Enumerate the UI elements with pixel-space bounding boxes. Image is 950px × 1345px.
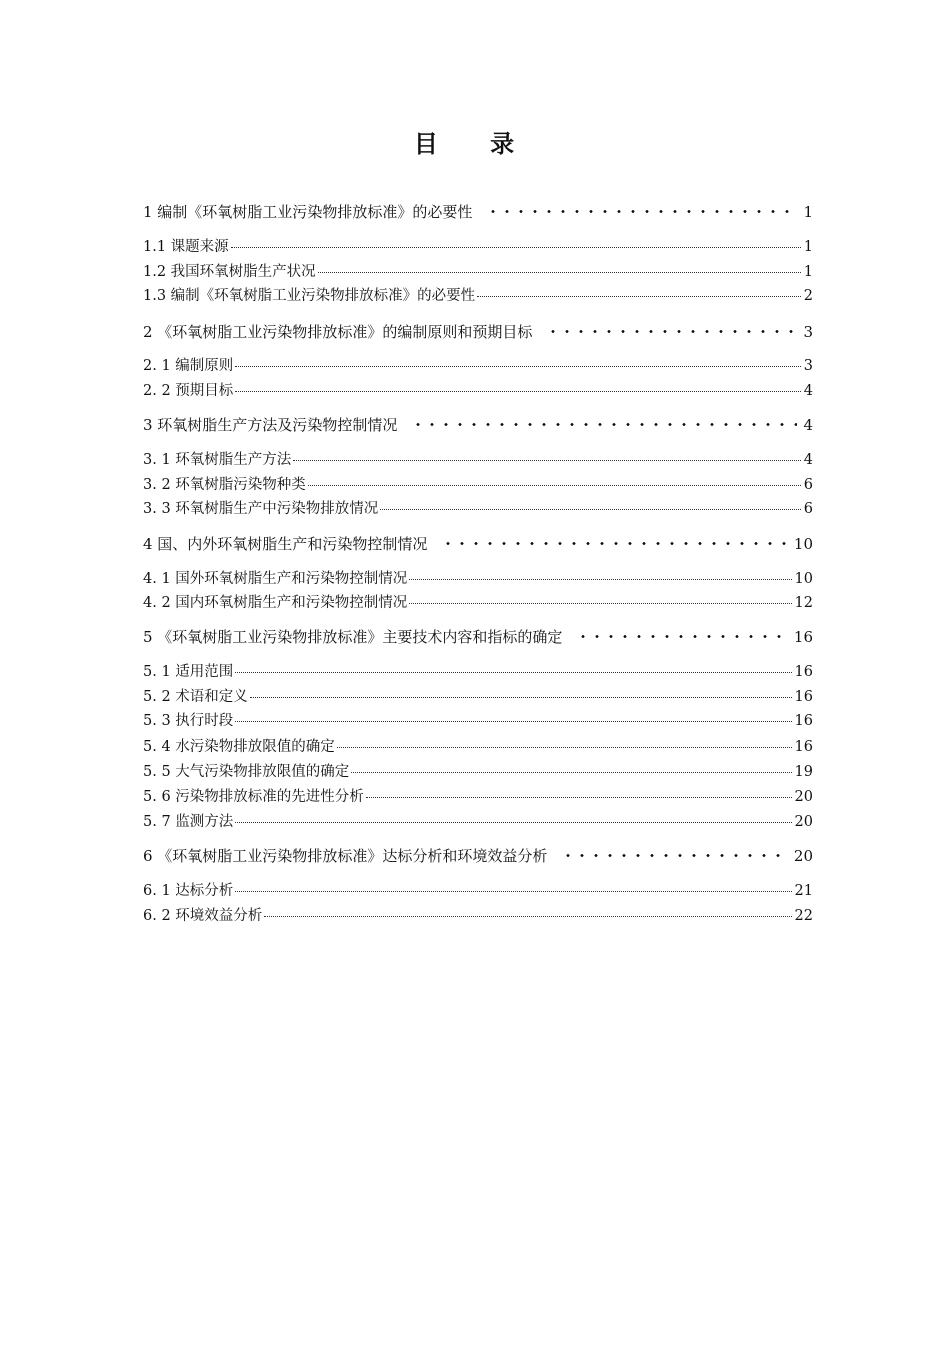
toc-dot-leader [293, 459, 800, 461]
toc-page-number: 21 [794, 883, 813, 899]
toc-page-number: 2 [803, 288, 813, 304]
toc-page-number: 4 [803, 383, 813, 399]
toc-chapter-entry[interactable] [143, 846, 813, 866]
toc-page-number: 3 [803, 358, 813, 374]
toc-section-entry[interactable] [143, 356, 813, 376]
toc-dot-leader [264, 915, 791, 917]
toc-section-entry[interactable] [143, 262, 813, 282]
toc-page-number: 3 [803, 323, 813, 341]
toc-section-entry[interactable] [143, 286, 813, 306]
toc-dot-leader [231, 246, 801, 248]
toc-section-entry[interactable] [143, 906, 813, 926]
toc-dot-leader [235, 821, 791, 823]
toc-entry-title: 1.2 我国环氧树脂生产状况 [143, 264, 316, 280]
toc-page-number: 6 [803, 477, 813, 493]
toc-entry-title: 5 《环氧树脂工业污染物排放标准》主要技术内容和指标的确定 [143, 628, 563, 646]
toc-page-number: 16 [794, 739, 813, 755]
toc-dot-leader [409, 602, 791, 604]
toc-entry-title: 1.1 课题来源 [143, 239, 229, 255]
toc-entry-title: 2. 1 编制原则 [143, 358, 234, 374]
toc-entry-title: 3 环氧树脂生产方法及污染物控制情况 [143, 416, 398, 434]
toc-page-number: 20 [794, 789, 813, 805]
toc-page-number: 1 [803, 203, 813, 221]
toc-page-number: 19 [794, 764, 813, 780]
toc-entry-title: 5. 1 适用范围 [143, 664, 234, 680]
toc-section-entry[interactable] [143, 499, 813, 519]
toc-dot-leader [441, 542, 788, 545]
toc-page-number: 6 [803, 501, 813, 517]
toc-page-number: 20 [793, 847, 813, 865]
toc-dot-leader [351, 771, 791, 773]
toc-entry-title: 5. 7 监测方法 [143, 814, 234, 830]
toc-dot-leader [546, 330, 797, 333]
toc-entry-title: 5. 5 大气污染物排放限值的确定 [143, 764, 350, 780]
toc-entry-title: 5. 2 术语和定义 [143, 689, 248, 705]
toc-entry-title: 6. 2 环境效益分析 [143, 908, 263, 924]
toc-page-number: 10 [793, 535, 813, 553]
toc-section-entry[interactable] [143, 381, 813, 401]
toc-entry-title: 5. 4 水污染物排放限值的确定 [143, 739, 335, 755]
toc-entry-title: 3. 1 环氧树脂生产方法 [143, 452, 292, 468]
toc-chapter-entry[interactable] [143, 534, 813, 554]
toc-dot-leader [235, 890, 791, 892]
toc-entry-title: 4. 1 国外环氧树脂生产和污染物控制情况 [143, 571, 408, 587]
toc-section-entry[interactable] [143, 662, 813, 682]
toc-entry-title: 3. 3 环氧树脂生产中污染物排放情况 [143, 501, 379, 517]
toc-section-entry[interactable] [143, 237, 813, 257]
toc-page-number: 4 [803, 452, 813, 468]
toc-chapter-entry[interactable] [143, 202, 813, 222]
toc-dot-leader [576, 635, 788, 638]
toc-chapter-entry[interactable] [143, 322, 813, 342]
toc-dot-leader [308, 484, 801, 486]
toc-page-number: 22 [794, 908, 813, 924]
toc-dot-leader [561, 854, 788, 857]
toc-entry-title: 2. 2 预期目标 [143, 383, 234, 399]
toc-dot-leader [380, 508, 800, 510]
toc-dot-leader [409, 578, 791, 580]
toc-dot-leader [318, 271, 801, 273]
toc-entry-title: 3. 2 环氧树脂污染物种类 [143, 477, 306, 493]
toc-section-entry[interactable] [143, 812, 813, 832]
toc-entry-title: 5. 6 污染物排放标准的先进性分析 [143, 789, 364, 805]
toc-chapter-entry[interactable] [143, 627, 813, 647]
toc-dot-leader [250, 696, 792, 698]
toc-section-entry[interactable] [143, 762, 813, 782]
toc-entry-title: 4 国、内外环氧树脂生产和污染物控制情况 [143, 535, 428, 553]
toc-dot-leader [337, 746, 792, 748]
toc-entry-title: 1 编制《环氧树脂工业污染物排放标准》的必要性 [143, 203, 473, 221]
toc-dot-leader [477, 295, 801, 297]
toc-entry-title: 6 《环氧树脂工业污染物排放标准》达标分析和环境效益分析 [143, 847, 548, 865]
toc-section-entry[interactable] [143, 881, 813, 901]
toc-dot-leader [235, 720, 791, 722]
toc-entry-title: 5. 3 执行时段 [143, 713, 234, 729]
toc-section-entry[interactable] [143, 593, 813, 613]
toc-page-number: 4 [803, 416, 813, 434]
toc-page-number: 16 [793, 628, 813, 646]
toc-page-number: 20 [794, 814, 813, 830]
toc-section-entry[interactable] [143, 450, 813, 470]
toc-entry-title: 4. 2 国内环氧树脂生产和污染物控制情况 [143, 595, 408, 611]
toc-section-entry[interactable] [143, 787, 813, 807]
toc-section-entry[interactable] [143, 711, 813, 731]
toc-dot-leader [235, 390, 800, 392]
toc-dot-leader [366, 796, 792, 798]
toc-page-number: 12 [794, 595, 813, 611]
toc-section-entry[interactable] [143, 687, 813, 707]
toc-page-number: 1 [803, 239, 813, 255]
toc-page-number: 1 [803, 264, 813, 280]
toc-page-number: 16 [794, 713, 813, 729]
toc-chapter-entry[interactable] [143, 415, 813, 435]
toc-entry-title: 2 《环氧树脂工业污染物排放标准》的编制原则和预期目标 [143, 323, 533, 341]
toc-section-entry[interactable] [143, 737, 813, 757]
toc-section-entry[interactable] [143, 569, 813, 589]
toc-dot-leader [486, 210, 797, 213]
toc-entry-title: 1.3 编制《环氧树脂工业污染物排放标准》的必要性 [143, 288, 476, 304]
toc-section-entry[interactable] [143, 475, 813, 495]
toc-page-number: 10 [794, 571, 813, 587]
toc-entry-title: 6. 1 达标分析 [143, 883, 234, 899]
toc-dot-leader [411, 423, 797, 426]
toc-dot-leader [235, 671, 791, 673]
toc-page-number: 16 [794, 664, 813, 680]
toc-page-number: 16 [794, 689, 813, 705]
toc-dot-leader [235, 365, 800, 367]
page-title: 目 录 [413, 130, 537, 158]
